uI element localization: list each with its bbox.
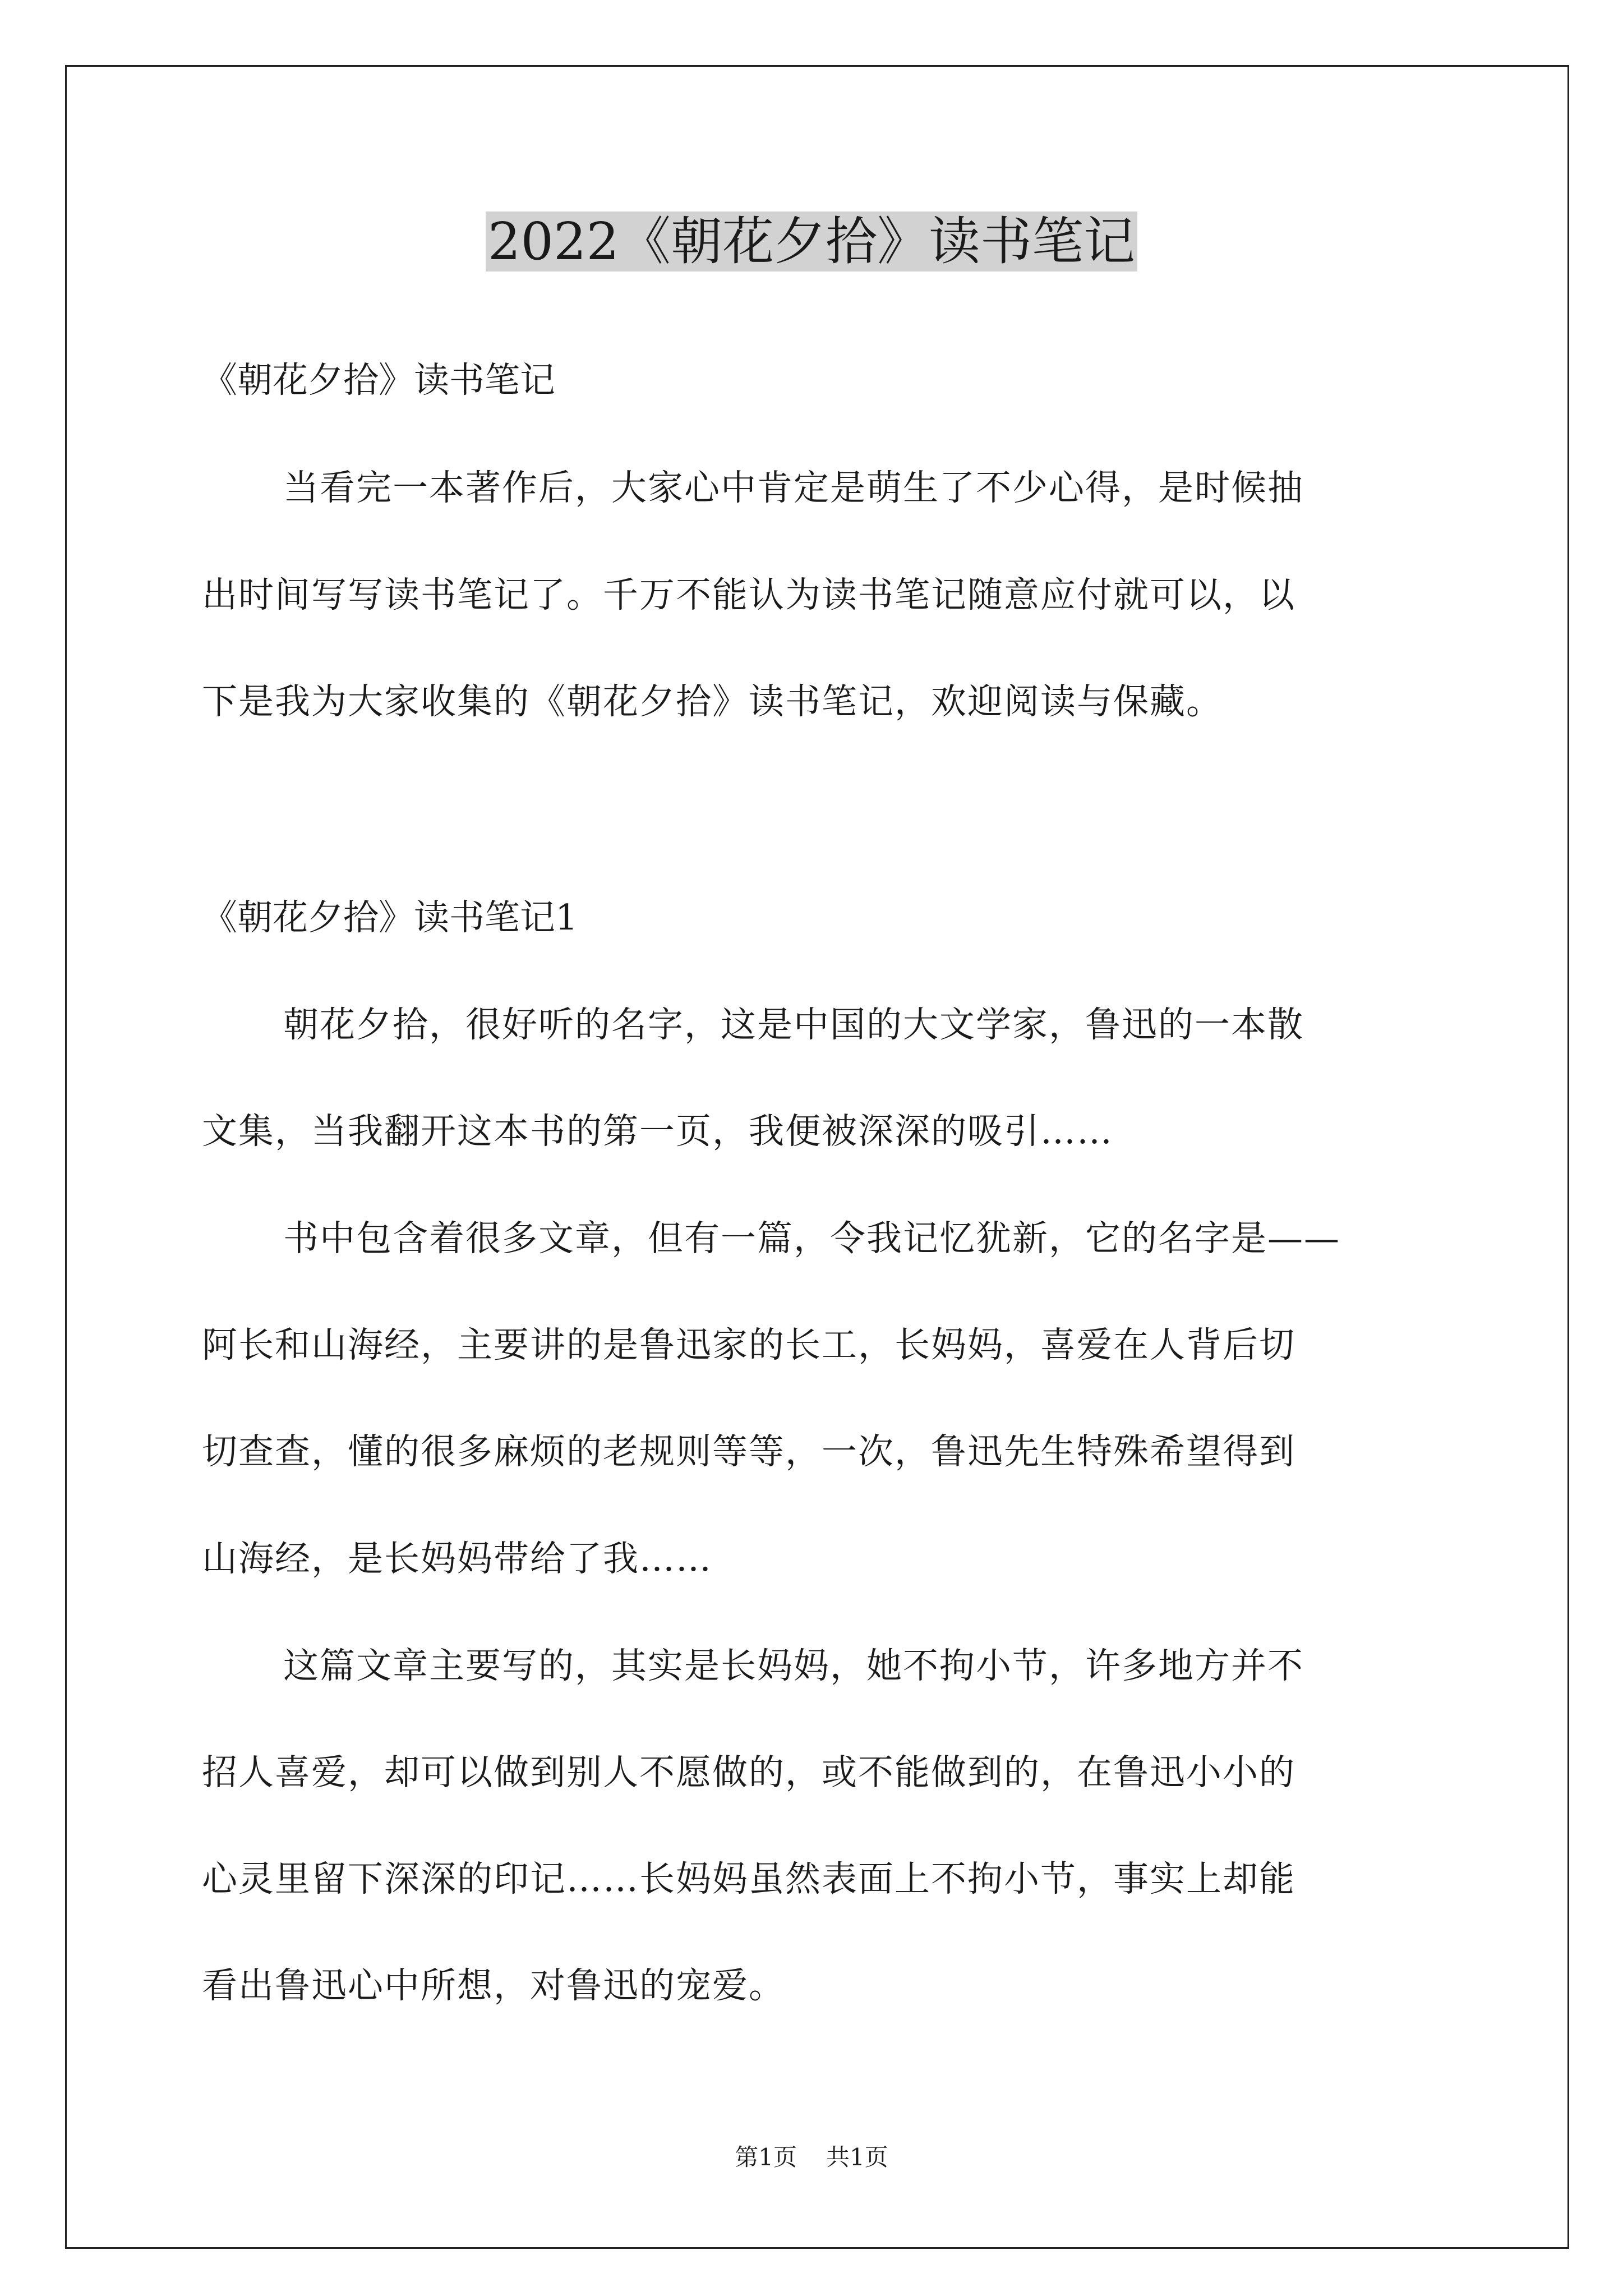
paragraph-line: 这篇文章主要写的，其实是长妈妈，她不拘小节，许多地方并不 [283,1645,1304,1686]
page-total: 共1页 [826,2143,888,2171]
paragraph-line: 朝花夕拾，很好听的名字，这是中国的大文学家，鲁迅的一本散 [283,1004,1304,1045]
intro-line: 下是我为大家收集的《朝花夕拾》读书笔记，欢迎阅读与保藏。 [202,681,1223,722]
title-text: 2022《朝花夕拾》读书笔记 [486,211,1137,272]
page-number: 第1页 [735,2143,797,2171]
paragraph-line: 切查查，懂的很多麻烦的老规则等等，一次，鲁迅先生特殊希望得到 [202,1431,1295,1472]
paragraph-line: 心灵里留下深深的印记……长妈妈虽然表面上不拘小节，事实上却能 [202,1858,1295,1899]
paragraph-line: 招人喜爱，却可以做到别人不愿做的，或不能做到的，在鲁迅小小的 [202,1752,1295,1793]
paragraph-line: 看出鲁迅心中所想，对鲁迅的宠爱。 [202,1965,785,2006]
intro-line: 当看完一本著作后，大家心中肯定是萌生了不少心得，是时候抽 [283,467,1304,508]
document-title [0,203,1623,280]
intro-line: 出时间写写读书笔记了。千万不能认为读书笔记随意应付就可以，以 [202,574,1295,615]
paragraph-line: 文集，当我翻开这本书的第一页，我便被深深的吸引…… [202,1111,1113,1152]
section-heading: 《朝花夕拾》读书笔记1 [202,897,578,938]
page-footer [0,2141,1623,2174]
paragraph-line: 山海经，是长妈妈带给了我…… [202,1538,712,1579]
paragraph-line: 阿长和山海经，主要讲的是鲁迅家的长工，长妈妈，喜爱在人背后切 [202,1324,1295,1365]
intro-heading: 《朝花夕拾》读书笔记 [202,360,555,401]
paragraph-line: 书中包含着很多文章，但有一篇，令我记忆犹新，它的名字是—— [283,1218,1340,1259]
